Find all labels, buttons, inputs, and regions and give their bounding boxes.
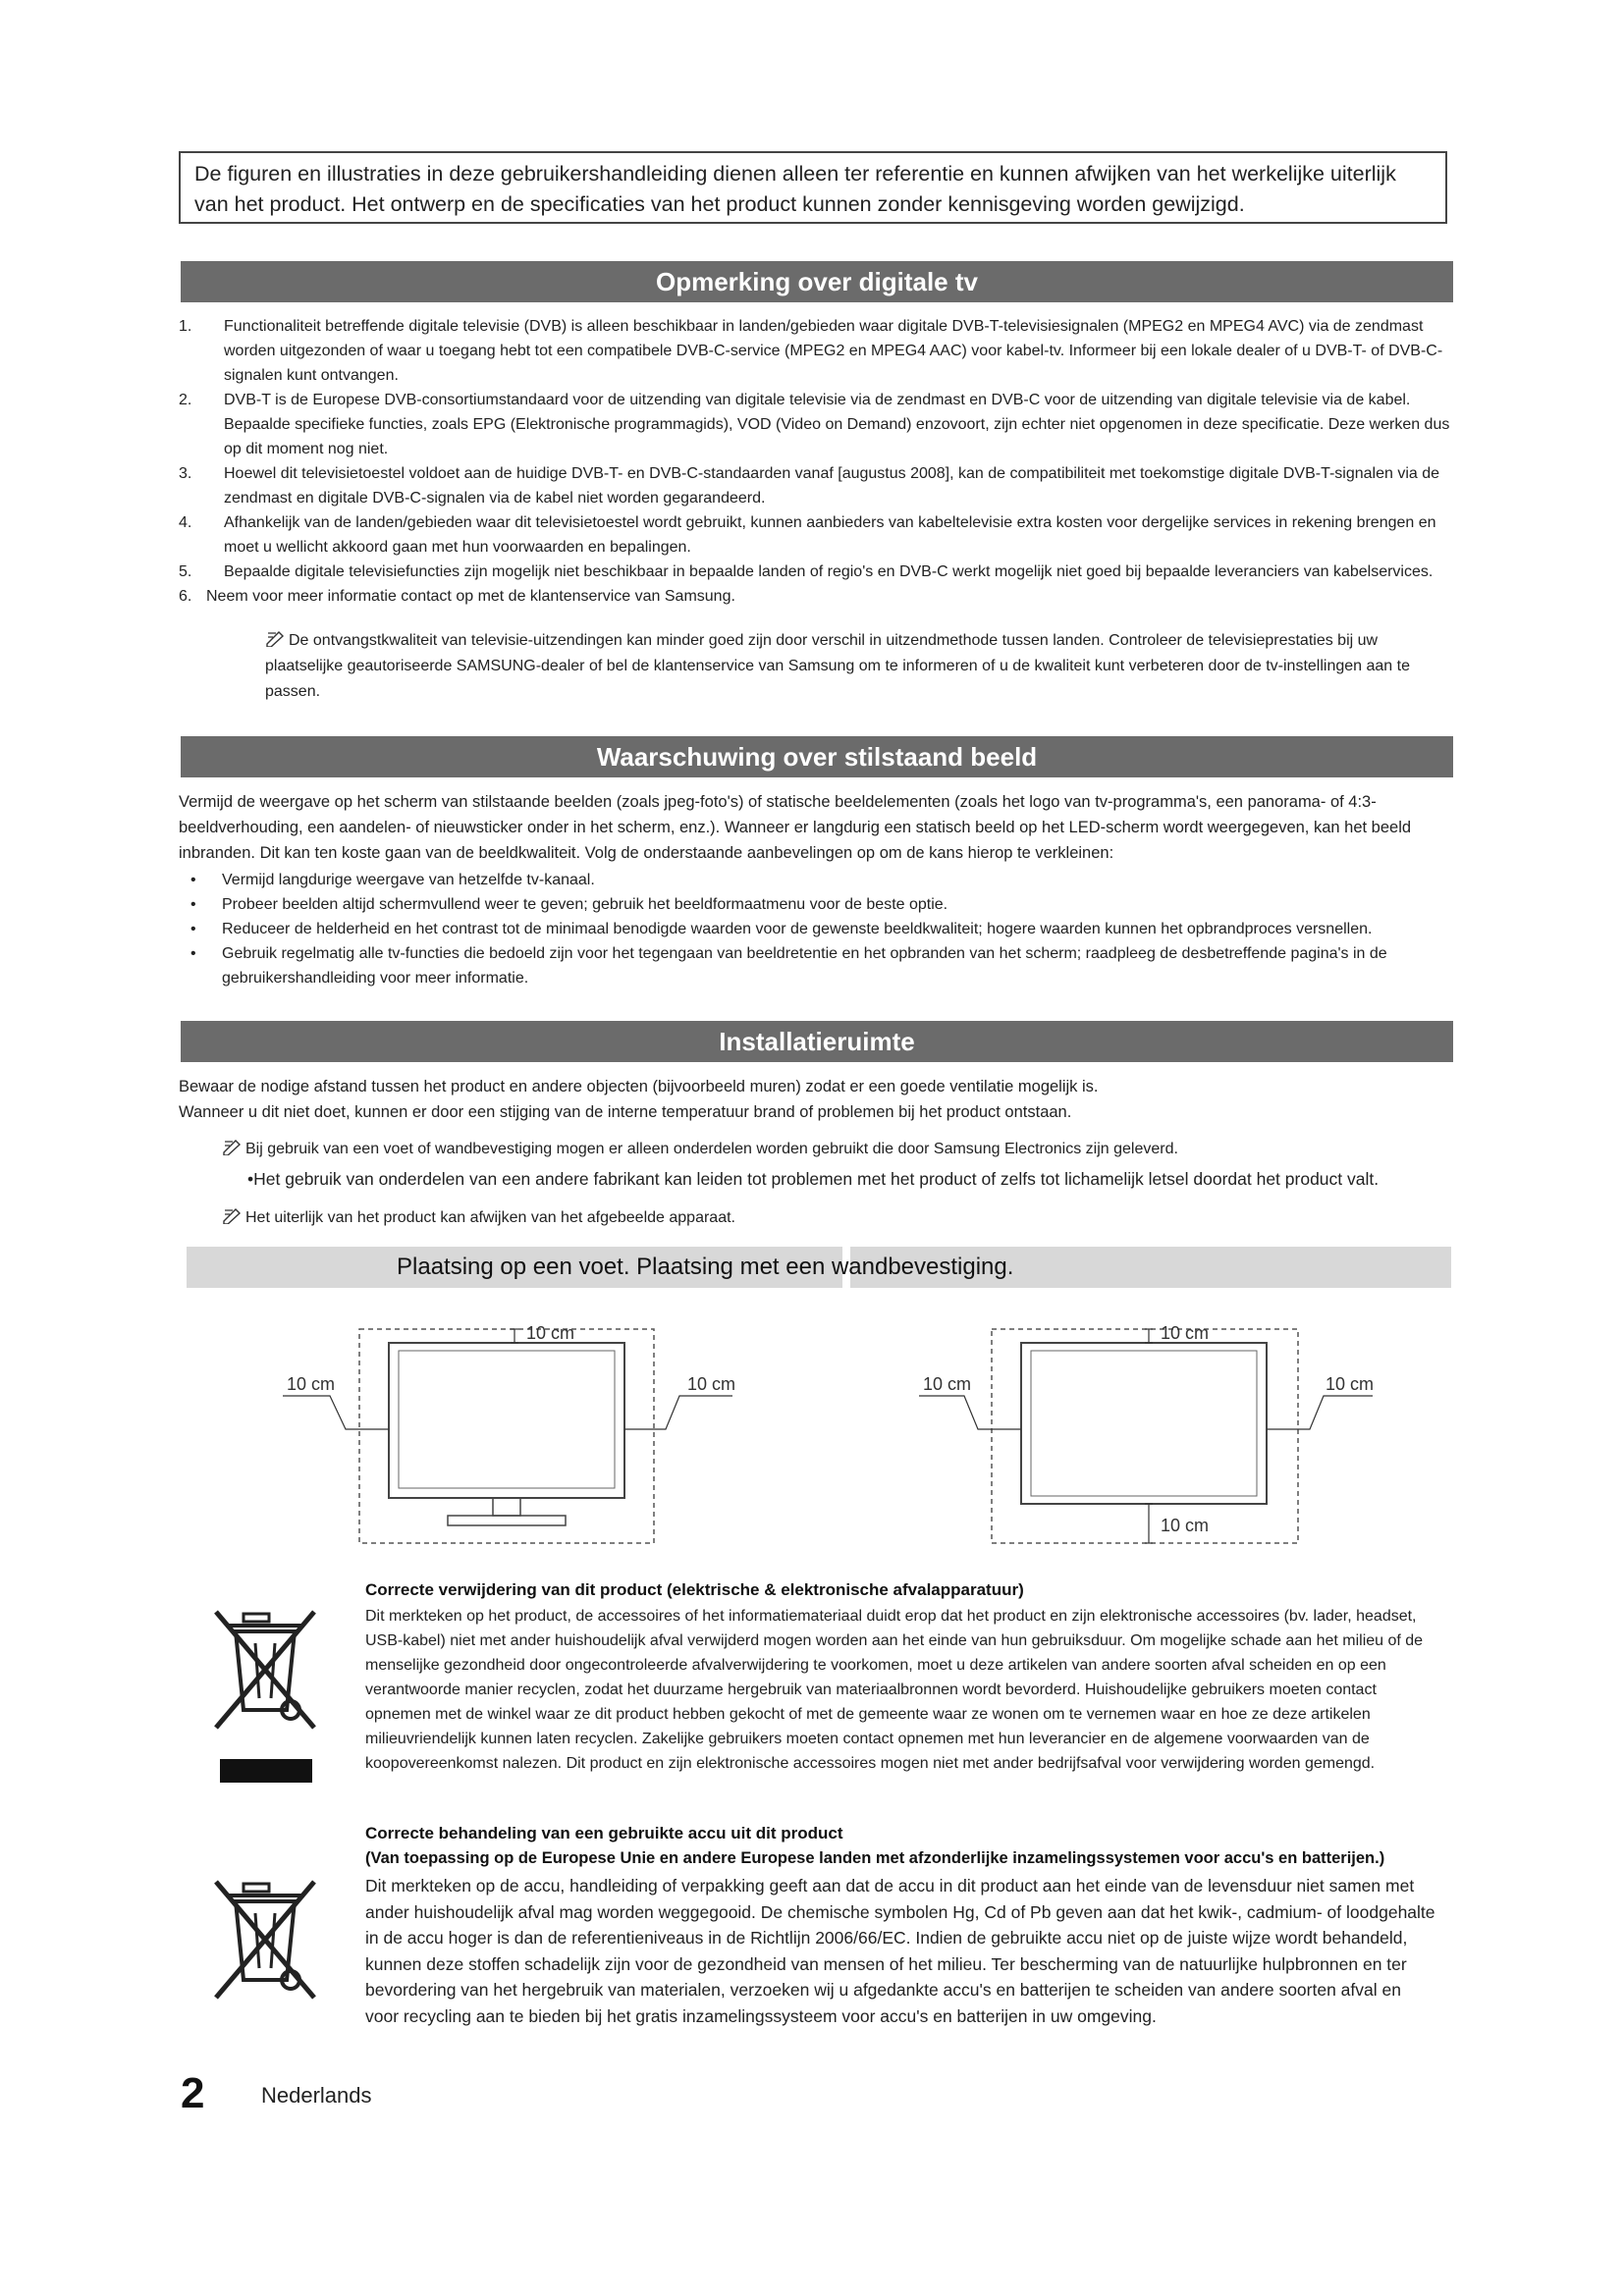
list-item: 6. Neem voor meer informatie contact op met de klantenservice van Samsung. [179,588,735,605]
still-image-intro: Vermijd de weergave op het scherm van stilstaande beelden (zoals jpeg-foto's) of statische beeldelementen (zoals het logo van tv-programma's, een panorama- of 4:3-beeldverhouding, een aandelen- of nieuwsticker onder in het scherm, enz.). Wanneer er langdurig een statisch beeld op het LED-scherm wordt weergegeven, kan het beeld inbranden. Dit kan ten koste gaan van de beeldkwaliteit. Volg de onderstaande aanbevelingen op om de kans hierop te verkleinen: [179,793,1412,862]
digital-tv-note: De ontvangstkwaliteit van televisie-uitzendingen kan minder goed zijn door verschil in uitzendmethode tussen landen. Controleer de televisieprestaties bij uw plaatselijke geautoriseerde SAMSUNG-dealer of bel de klantenservice van Samsung om te informeren of u de kwaliteit kunt verbeteren door de tv-instellingen aan te passen. [265,628,1434,705]
weee-title: Correcte verwijdering van dit product (elektrische & elektronische afvalapparatuur) [365,1580,1024,1599]
disclaimer-box: De figuren en illustraties in deze gebruikershandleiding dienen alleen ter referentie en kunnen afwijken van het werkelijke uiterlijk van het product. Het ontwerp en de specificaties van het product kunnen zonder kennisgeving worden gewijzigd. [179,151,1447,224]
dimension-label-top: 10 cm [1161,1323,1210,1343]
list-item: 2. DVB-T is de Europese DVB-consortiumstandaard voor de uitzending van digitale televisie via de zendmast en DVB-C voor de uitzending van digitale televisie via de kabel. Bepaalde specifieke functies, zoals EPG (Elektronische programmagids), VOD (Video on Demand) enzovoort, zijn echter niet opgenomen in deze specificatie. Deze werken dus op dit moment nog niet. [179,392,1450,457]
list-item: • Vermijd langdurige weergave van hetzelfde tv-kanaal. [190,872,595,888]
install-note-1: Bij gebruik van een voet of wandbevestiging mogen er alleen onderdelen worden gebruikt die door Samsung Electronics zijn geleverd. [222,1137,1449,1162]
list-item: 3. Hoewel dit televisietoestel voldoet aan de huidige DVB-T- en DVB-C-standaarden vanaf [augustus 2008], kan de compatibiliteit met toekomstige digitale DVB-T-signalen via de zendmast en digitale DVB-C-signalen via de kabel niet worden gegarandeerd. [179,465,1440,507]
placement-heading-bar [187,1247,1451,1288]
wall-mount-clearance-diagram [913,1315,1384,1551]
dimension-label-left: 10 cm [287,1374,336,1394]
dimension-label-top: 10 cm [526,1323,575,1343]
battery-text: Dit merkteken op de accu, handleiding of verpakking geeft aan dat de accu in dit product aan het einde van de levensduur niet samen met ander huishoudelijk afval mag worden weggegooid. De chemische symbolen Hg, Cd of Pb geven aan dat het kwik-, cadmium- of loodgehalte in de accu hoger is dan de referentieniveaus in de Richtlijn 2006/66/EC. Indien de gebruikte accu niet op de juiste wijze wordt behandeld, kunnen deze stoffen schadelijk zijn voor de gezondheid van mensen of het milieu. Ter bescherming van de natuurlijke hulpbronnen en ter bevordering van het hergebruik van materialen, verzoeken wij u afgedankte accu's en batterijen te scheiden van andere soorten afval en voor recycling aan te bieden bij het gratis inzamelingssysteem voor accu's en batterijen in uw omgeving. [365,1876,1435,2026]
install-note-2: Het uiterlijk van het product kan afwijken van het afgebeelde apparaat. [222,1205,1449,1231]
note-pencil-icon [222,1206,244,1224]
note-pencil-icon [222,1138,244,1155]
stand-clearance-diagram [275,1315,746,1551]
weee-symbol [206,1600,324,1787]
list-item: • Gebruik regelmatig alle tv-functies die bedoeld zijn voor het tegengaan van beeldretentie en het opbranden van het scherm; raadpleeg de desbetreffende pagina's in de gebruikershandleiding voor meer informatie. [190,945,1387,987]
weee-text: Dit merkteken op het product, de accessoires of het informatiemateriaal duidt erop dat het product en zijn elektronische accessoires (bv. lader, headset, USB-kabel) niet met ander huishoudelijk afval verwijderd mogen worden aan het einde van hun gebruiksduur. Om mogelijke schade aan het milieu of de menselijke gezondheid door ongecontroleerde afvalverwijdering te voorkomen, moet u deze artikelen van andere soorten afval scheiden en op een verantwoorde manier recyclen, zodat het duurzame hergebruik van materiaalbronnen wordt bevorderd. Huishoudelijke gebruikers moeten contact opnemen met de winkel waar ze dit product hebben gekocht of met de gemeente waar ze wonen om te vernemen waar en hoe ze deze artikelen milieuvriendelijk kunnen laten recyclen. Zakelijke gebruikers moeten contact opnemen met hun leverancier en de algemene voorwaarden van de koopovereenkomst nalezen. Dit product en zijn elektronische accessoires mogen niet met ander bedrijfsafval voor verwijdering worden gemengd. [365,1608,1424,1772]
crossed-bin-icon [206,1870,324,2007]
list-item: 4. Afhankelijk van de landen/gebieden waar dit televisietoestel wordt gebruikt, kunnen aanbieders van kabeltelevisie extra kosten voor dergelijke services in rekening brengen en moet u wellicht akkoord gaan met hun voorwaarden en bepalingen. [179,514,1436,556]
dimension-label-bottom: 10 cm [1161,1516,1210,1535]
note-pencil-icon [265,629,287,647]
battery-weee-symbol [206,1870,324,2007]
battery-title: Correcte behandeling van een gebruikte accu uit dit product [365,1824,843,1842]
page-number: 2 [181,2069,205,2117]
footer-language: Nederlands [261,2083,372,2108]
placement-heading: Plaatsing op een voet. Plaatsing met een wandbevestiging. [397,1254,1014,1280]
install-line-1: Bewaar de nodige afstand tussen het product en andere objecten (bijvoorbeeld muren) zodat er een goede ventilatie mogelijk is. [179,1078,1099,1095]
install-line-2: Wanneer u dit niet doet, kunnen er door een stijging van de interne temperatuur brand of problemen bij het product ontstaan. [179,1103,1072,1121]
wall-tv-illustration [913,1315,1384,1551]
dimension-label-left: 10 cm [923,1374,972,1394]
list-item: • Reduceer de helderheid en het contrast tot de minimaal benodigde waarden voor de gewenste beeldkwaliteit; hogere waarden kunnen het opbrandproces versnellen. [190,921,1373,937]
install-subnote: •Het gebruik van onderdelen van een andere fabrikant kan leiden tot problemen met het product of zelfs tot lichamelijk letsel doordat het product valt. [247,1169,1380,1189]
dimension-label-right: 10 cm [1326,1374,1375,1394]
crossed-bin-icon [206,1600,324,1787]
section-title-digital-tv: Opmerking over digitale tv [181,261,1453,302]
stand-tv-illustration [275,1315,746,1551]
battery-subtitle: (Van toepassing op de Europese Unie en andere Europese landen met afzonderlijke inzamelingssystemen voor accu's en batterijen.) [365,1849,1385,1867]
section-title-still-image: Waarschuwing over stilstaand beeld [181,736,1453,777]
list-item: 1. Functionaliteit betreffende digitale televisie (DVB) is alleen beschikbaar in landen/gebieden waar digitale DVB-T-televisiesignalen (MPEG2 en MPEG4 AVC) via de zendmast worden uitgezonden of waar u toegang hebt tot een compatibele DVB-C-service (MPEG2 en MPEG4 AAC) voor kabel-tv. Informeer bij een lokale dealer of u DVB-T- of DVB-C-signalen kunt ontvangen. [179,318,1443,384]
dimension-label-right: 10 cm [687,1374,736,1394]
digital-tv-list [179,314,1455,609]
list-item: 5. Bepaalde digitale televisiefuncties zijn mogelijk niet beschikbaar in bepaalde landen of regio's en DVB-C werkt mogelijk niet goed bij bepaalde leveranciers van kabelservices. [179,563,1434,580]
list-item: • Probeer beelden altijd schermvullend weer te geven; gebruik het beeldformaatmenu voor de beste optie. [190,896,948,913]
section-title-installation: Installatieruimte [181,1021,1453,1062]
still-image-bullets [179,868,1455,990]
